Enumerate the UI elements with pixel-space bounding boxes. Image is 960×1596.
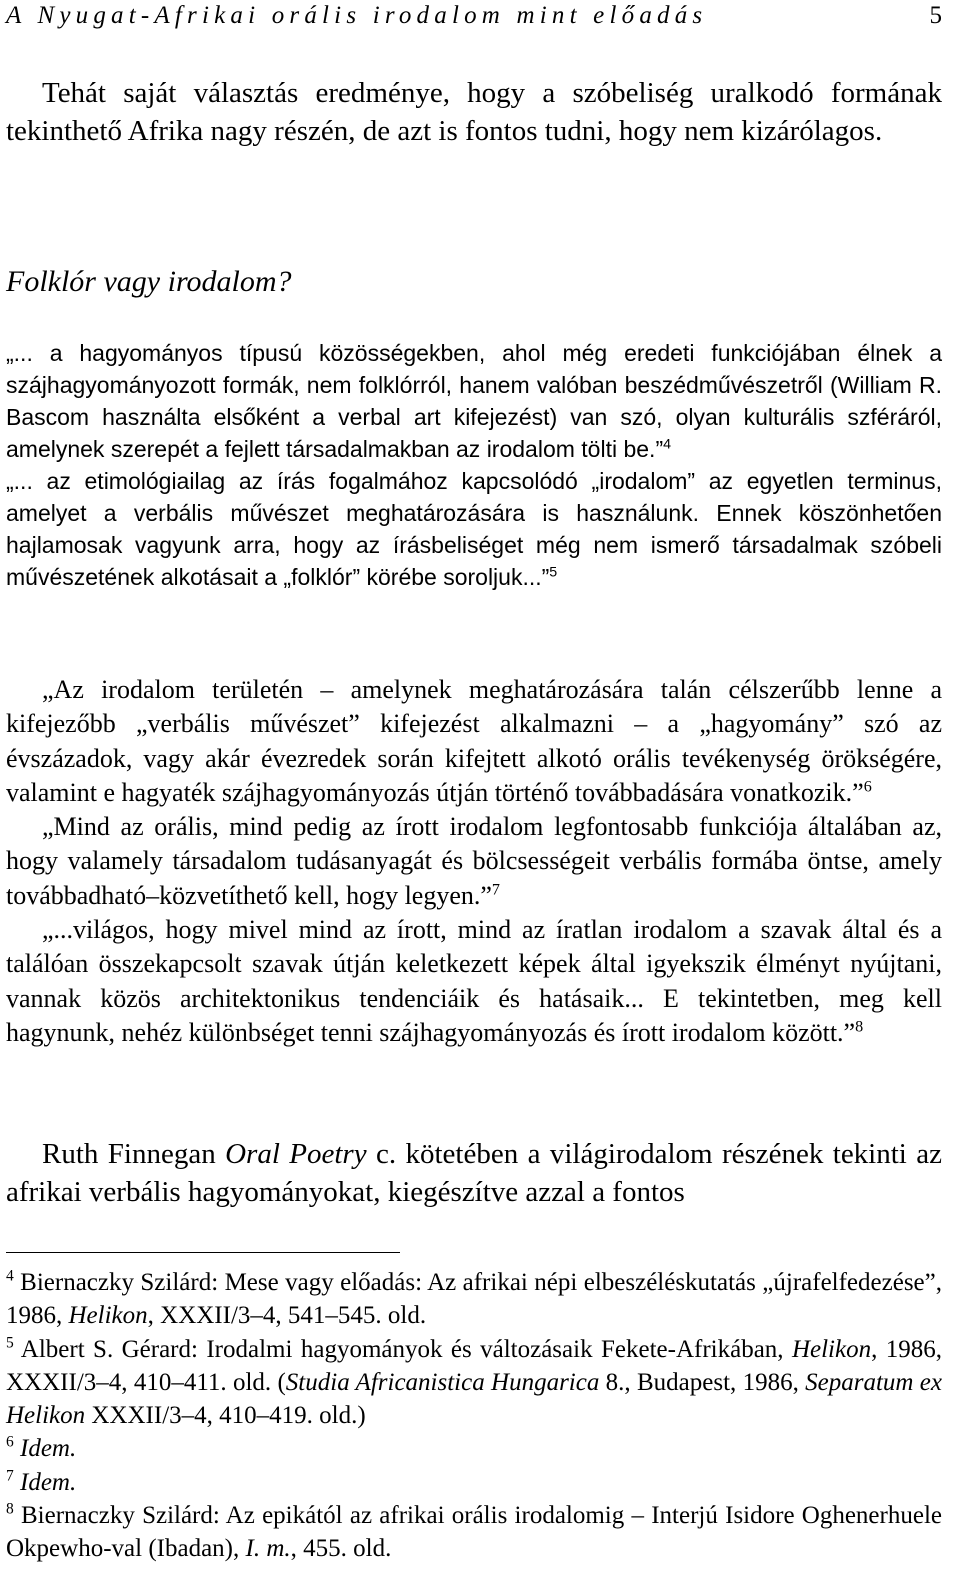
footnote-italic: Studia Africanistica Hungarica	[285, 1368, 600, 1396]
footnote-number: 6	[6, 1434, 14, 1452]
footnote-text: , XXXII/3–4, 541–545. old.	[147, 1302, 427, 1330]
footnote-text: , 1986, XXXII/3–4, 410–411. old. (	[6, 1335, 942, 1396]
footnote-italic: Helikon	[791, 1335, 872, 1363]
quote-text: „... a hagyományos típusú közösségekben, ahol még eredeti funkciójában élnek a szájhagyományozott formák, nem folklórról, hanem valóban beszédművészetről (William R. Bascom használta elsőként a verbal art kifejezést) van szó, olyan kulturális szféráról, amelynek szerepét a fejlett társadalmakban az irodalom tölti be.”	[6, 340, 942, 462]
outro-text: c. kötetében a világirodalom részének tekinti az afrikai verbális hagyományokat, kiegészítve azzal a fontos	[6, 1138, 942, 1208]
footnote-text: Biernaczky Szilárd: Az epikától az afrikai orális irodalomig – Interjú Isidore Oghenerhuele Okpewho-val (Ibadan),	[6, 1502, 942, 1563]
footnote-number: 8	[6, 1500, 14, 1518]
footnote-text: Biernaczky Szilárd: Mese vagy előadás: Az afrikai népi elbeszéléskutatás „újrafelfedezése”, 1986,	[6, 1269, 942, 1330]
book-title: Oral Poetry	[225, 1138, 367, 1170]
footnote-number: 4	[6, 1267, 14, 1285]
footnote-text: XXXII/3–4, 410–419. old.)	[85, 1402, 366, 1430]
footnote-ref[interactable]: 4	[663, 436, 672, 453]
footnote-text: , 455. old.	[290, 1535, 392, 1563]
footnote-italic: I. m.	[245, 1535, 291, 1563]
quote-text: „Mind az orális, mind pedig az írott irodalom legfontosabb funkciója általában az, hogy valamely társadalom tudásanyagát és bölcsességeit verbális formába öntse, amely továbbadható–közvetíthető kell, hogy legyen.”	[6, 812, 942, 910]
quote-paragraph	[6, 810, 942, 913]
footnote-8	[6, 1499, 942, 1566]
footnote-text: Albert S. Gérard: Irodalmi hagyományok és változásaik Fekete-Afrikában,	[13, 1335, 792, 1363]
footnote-divider	[6, 1252, 400, 1253]
running-head-title: A Nyugat-Afrikai orális irodalom mint előadás	[6, 2, 708, 29]
footnote-4	[6, 1266, 942, 1333]
footnotes	[6, 1266, 942, 1566]
quote-paragraph	[6, 337, 942, 465]
footnote-ref[interactable]: 5	[549, 564, 558, 581]
footnote-number: 5	[6, 1334, 14, 1352]
quote-paragraph	[6, 465, 942, 593]
outro-text: Ruth Finnegan	[42, 1138, 226, 1170]
footnote-5	[6, 1333, 942, 1433]
intro-paragraph: Tehát saját választás eredménye, hogy a szóbeliség uralkodó formának tekinthető Afrika nagy részén, de azt is fontos tudni, hogy nem kizárólagos.	[6, 77, 942, 147]
running-head	[6, 0, 942, 36]
quote-paragraph	[6, 673, 942, 810]
footnote-6	[6, 1432, 942, 1465]
footnote-text: 8., Budapest, 1986,	[599, 1368, 806, 1396]
outro-paragraph	[6, 1135, 942, 1211]
page-number: 5	[929, 2, 942, 29]
footnote-ref[interactable]: 7	[491, 881, 500, 899]
footnote-ref[interactable]: 6	[863, 778, 872, 796]
footnote-italic: Idem.	[13, 1468, 77, 1496]
footnote-number: 7	[6, 1467, 14, 1485]
sans-quote-block	[6, 337, 942, 593]
quote-paragraph	[6, 913, 942, 1050]
footnote-ref[interactable]: 8	[855, 1018, 864, 1036]
footnote-italic: Separatum ex Helikon	[6, 1368, 942, 1430]
section-heading: Folklór vagy irodalom?	[6, 265, 292, 298]
quote-text: „...világos, hogy mivel mind az írott, mind az íratlan irodalom a szavak által és a találóan összekapcsolt szavak útján keletkezett képek által igyekszik élményt nyújtani, vannak közös architektonikus tendenciáik és hatásaik... E tekintetben, meg kell hagynunk, nehéz különbséget tenni szájhagyományozás és írott irodalom között.”	[6, 915, 942, 1047]
serif-quote-block	[6, 673, 942, 1050]
quote-text: „... az etimológiailag az írás fogalmához kapcsolódó „irodalom” az egyetlen terminus, amelyet a verbális művészet meghatározására is használunk. Ennek köszönhetően hajlamosak vagyunk arra, hogy az írásbeliséget még nem ismerő társadalmak szóbeli művészetének alkotásait a „folklór” körébe soroljuk...”	[6, 468, 942, 590]
quote-text: „Az irodalom területén – amelynek meghatározására talán célszerűbb lenne a kifejezőbb „verbális művészet” kifejezést alkalmazni – a „hagyomány” szó az évszázadok, vagy akár évezredek során kifejtett alkotó orális tevékenység örökségére, valamint e hagyaték szájhagyományozás útján történő továbbadására vonatkozik.”	[6, 675, 942, 807]
footnote-italic: Idem.	[13, 1435, 77, 1463]
footnote-italic: Helikon	[68, 1302, 148, 1330]
footnote-7	[6, 1466, 942, 1499]
